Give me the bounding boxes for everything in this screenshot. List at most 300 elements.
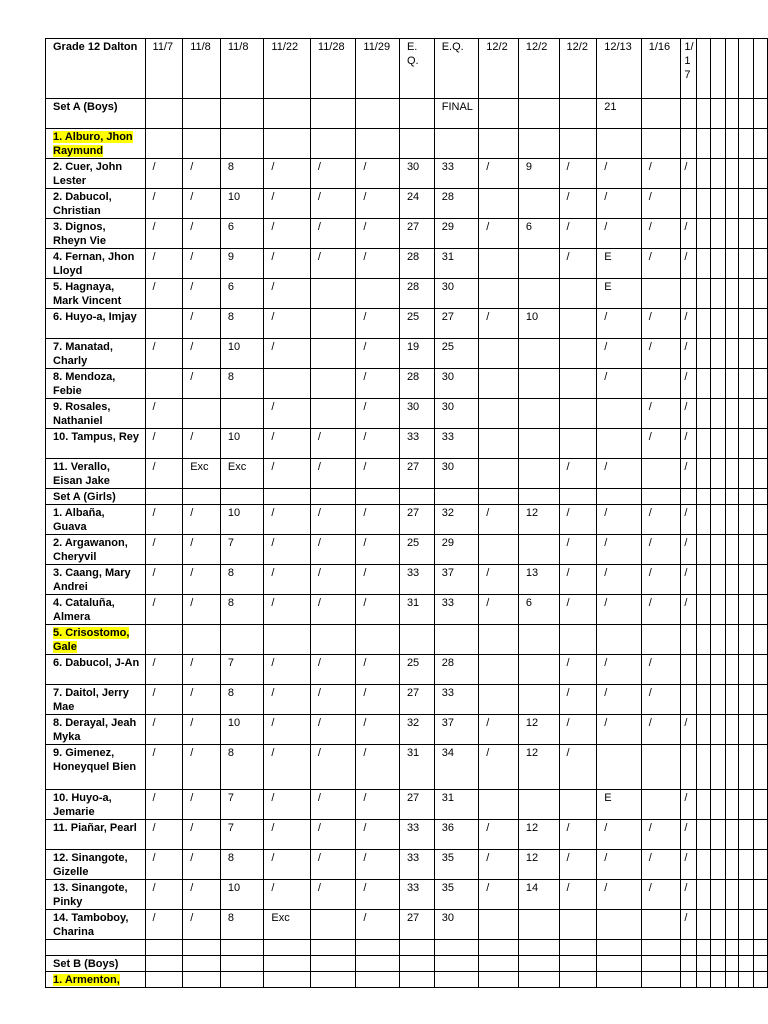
mark-cell: / [310,189,356,219]
mark-cell: / [356,655,400,685]
mark-cell: 30 [399,159,434,189]
mark-cell: / [264,655,310,685]
mark-cell: 8 [220,595,264,625]
mark-cell: / [597,219,642,249]
mark-cell: / [597,339,642,369]
mark-cell [597,940,642,956]
mark-cell: 27 [399,219,434,249]
mark-cell: 10 [220,429,264,459]
blank-cell [697,880,711,910]
mark-cell: / [597,459,642,489]
mark-cell [518,399,559,429]
mark-cell: / [310,880,356,910]
mark-cell [145,489,183,505]
blank-cell [725,956,739,972]
blank-cell [697,369,711,399]
table-row [46,972,768,988]
mark-cell: 8 [220,159,264,189]
blank-cell [711,39,726,99]
blank-cell [697,820,711,850]
table-row [46,685,768,715]
mark-cell [220,399,264,429]
mark-cell: 10 [220,715,264,745]
mark-cell [310,489,356,505]
blank-cell [739,429,754,459]
student-name-cell [46,820,146,850]
mark-cell: 27 [434,309,479,339]
mark-cell [559,279,597,309]
mark-cell: / [310,685,356,715]
table-row [46,745,768,790]
student-name-cell [46,309,146,339]
student-name-cell [46,940,146,956]
mark-cell: 21 [597,99,642,129]
mark-cell: / [479,219,519,249]
student-name: 5. Hagnaya, Mark Vincent [53,281,122,307]
blank-cell [739,850,754,880]
mark-cell: 35 [434,880,479,910]
mark-cell [518,279,559,309]
blank-cell [754,595,768,625]
mark-cell: / [681,339,697,369]
mark-cell: / [597,369,642,399]
student-name-cell [46,429,146,459]
student-name-cell [46,655,146,685]
student-name-cell [46,219,146,249]
mark-cell: / [183,219,221,249]
mark-cell [434,625,479,655]
student-name-cell [46,595,146,625]
mark-cell: / [356,249,400,279]
table-row [46,625,768,655]
mark-cell: / [183,715,221,745]
mark-cell: 10 [220,880,264,910]
mark-cell: 12 [518,820,559,850]
mark-cell: 33 [399,820,434,850]
mark-cell [479,972,519,988]
mark-cell: / [641,565,681,595]
mark-cell: 7 [220,790,264,820]
mark-cell: / [145,595,183,625]
student-name: 4. Fernan, Jhon Lloyd [53,251,135,277]
student-name-cell [46,339,146,369]
mark-cell: / [310,565,356,595]
mark-cell: 33 [399,850,434,880]
mark-cell: / [641,159,681,189]
mark-cell [559,399,597,429]
mark-cell [641,790,681,820]
table-row [46,715,768,745]
student-name: 3. Dignos, Rheyn Vie [53,221,106,247]
mark-cell: / [356,219,400,249]
mark-cell: Exc [220,459,264,489]
blank-cell [725,595,739,625]
mark-cell [220,99,264,129]
mark-cell [479,99,519,129]
mark-cell [518,189,559,219]
mark-cell: 25 [434,339,479,369]
mark-cell: / [597,309,642,339]
student-name-cell [46,99,146,129]
mark-cell [399,129,434,159]
mark-cell: / [183,309,221,339]
mark-cell: / [681,399,697,429]
mark-cell [310,129,356,159]
blank-cell [711,429,726,459]
mark-cell [479,956,519,972]
blank-cell [725,489,739,505]
blank-cell [711,850,726,880]
table-row [46,369,768,399]
mark-cell: / [183,429,221,459]
blank-cell [739,99,754,129]
mark-cell [264,625,310,655]
blank-cell [711,820,726,850]
table-row [46,655,768,685]
mark-cell: / [145,399,183,429]
mark-cell: 37 [434,565,479,595]
student-name: 8. Derayal, Jeah Myka [53,717,137,743]
student-name: 1. Albaña, Guava [53,507,105,533]
mark-cell: / [559,685,597,715]
mark-cell [597,956,642,972]
blank-cell [754,745,768,790]
mark-cell: 28 [399,369,434,399]
mark-cell: / [356,820,400,850]
mark-cell [597,745,642,790]
mark-cell [681,625,697,655]
mark-cell: / [145,655,183,685]
mark-cell: / [641,820,681,850]
student-name: 3. Caang, Mary Andrei [53,567,131,593]
mark-cell: 31 [399,595,434,625]
mark-cell: / [597,850,642,880]
mark-cell: E [597,790,642,820]
mark-cell: / [310,820,356,850]
mark-cell: / [310,505,356,535]
mark-cell: 7 [220,655,264,685]
blank-cell [697,790,711,820]
blank-cell [725,459,739,489]
mark-cell: / [356,369,400,399]
mark-cell: / [597,880,642,910]
blank-cell [754,309,768,339]
blank-cell [754,535,768,565]
mark-cell [310,369,356,399]
mark-cell: / [641,880,681,910]
blank-cell [697,910,711,940]
mark-cell [559,625,597,655]
student-name-cell [46,129,146,159]
blank-cell [711,655,726,685]
mark-cell: / [145,880,183,910]
student-name-cell [46,159,146,189]
mark-cell [399,489,434,505]
blank-cell [754,249,768,279]
header-date-cell: E.Q. [399,39,434,99]
mark-cell [641,369,681,399]
mark-cell [479,429,519,459]
table-row [46,219,768,249]
mark-cell [479,339,519,369]
mark-cell: / [356,505,400,535]
mark-cell: / [183,820,221,850]
mark-cell: / [559,655,597,685]
mark-cell [145,309,183,339]
mark-cell: 33 [434,429,479,459]
mark-cell [183,972,221,988]
mark-cell: / [356,790,400,820]
mark-cell [434,129,479,159]
blank-cell [754,565,768,595]
mark-cell [479,910,519,940]
blank-cell [739,972,754,988]
mark-cell [479,489,519,505]
mark-cell: 27 [399,685,434,715]
mark-cell: 8 [220,369,264,399]
mark-cell: 27 [399,505,434,535]
mark-cell [356,940,400,956]
mark-cell: / [479,880,519,910]
blank-cell [697,850,711,880]
mark-cell [681,489,697,505]
mark-cell [641,745,681,790]
student-name-cell [46,535,146,565]
mark-cell: / [183,249,221,279]
header-row [46,39,768,99]
blank-cell [697,189,711,219]
mark-cell [356,279,400,309]
mark-cell [479,940,519,956]
mark-cell: / [356,309,400,339]
student-name-cell [46,972,146,988]
mark-cell: / [681,910,697,940]
mark-cell [310,99,356,129]
mark-cell: / [597,159,642,189]
mark-cell: / [183,655,221,685]
blank-cell [754,339,768,369]
blank-cell [697,309,711,339]
mark-cell [518,535,559,565]
mark-cell: 33 [399,429,434,459]
mark-cell: / [145,279,183,309]
mark-cell [681,745,697,790]
mark-cell: 28 [399,279,434,309]
blank-cell [754,505,768,535]
mark-cell: 31 [399,745,434,790]
blank-cell [711,595,726,625]
mark-cell: / [681,219,697,249]
mark-cell: / [145,219,183,249]
mark-cell: / [264,189,310,219]
mark-cell: 30 [399,399,434,429]
blank-cell [739,565,754,595]
mark-cell [518,459,559,489]
blank-cell [739,459,754,489]
mark-cell: / [183,910,221,940]
blank-cell [754,369,768,399]
mark-cell: / [356,715,400,745]
blank-cell [711,189,726,219]
mark-cell [310,279,356,309]
mark-cell: / [641,850,681,880]
mark-cell: 9 [518,159,559,189]
mark-cell [220,625,264,655]
mark-cell [310,956,356,972]
mark-cell: / [183,595,221,625]
blank-cell [754,940,768,956]
blank-cell [754,715,768,745]
mark-cell: / [145,820,183,850]
blank-cell [739,279,754,309]
blank-cell [739,249,754,279]
mark-cell: / [183,159,221,189]
blank-cell [711,685,726,715]
mark-cell: / [264,249,310,279]
mark-cell: 14 [518,880,559,910]
mark-cell: 30 [434,279,479,309]
mark-cell: / [641,595,681,625]
mark-cell [518,685,559,715]
mark-cell: / [356,339,400,369]
mark-cell: 33 [434,159,479,189]
mark-cell [145,99,183,129]
mark-cell: / [681,535,697,565]
student-name: 9. Rosales, Nathaniel [53,401,111,427]
mark-cell [479,399,519,429]
mark-cell [559,489,597,505]
mark-cell [518,429,559,459]
mark-cell: / [681,880,697,910]
mark-cell: / [559,595,597,625]
student-name: 8. Mendoza, Febie [53,371,116,397]
blank-cell [711,129,726,159]
blank-cell [697,159,711,189]
mark-cell [356,956,400,972]
blank-cell [725,219,739,249]
mark-cell: / [641,309,681,339]
mark-cell [559,972,597,988]
mark-cell: / [264,790,310,820]
mark-cell: / [145,715,183,745]
mark-cell: / [356,159,400,189]
table-row [46,279,768,309]
mark-cell [597,489,642,505]
mark-cell: / [559,459,597,489]
mark-cell: / [356,910,400,940]
blank-cell [725,339,739,369]
mark-cell [518,339,559,369]
blank-cell [739,505,754,535]
mark-cell [356,625,400,655]
blank-cell [725,850,739,880]
mark-cell [310,339,356,369]
mark-cell: / [264,429,310,459]
blank-cell [697,429,711,459]
blank-cell [697,39,711,99]
mark-cell: / [264,685,310,715]
mark-cell: Exc [183,459,221,489]
mark-cell: / [183,790,221,820]
mark-cell [479,459,519,489]
student-name: 11. Verallo, Eisan Jake [53,461,110,487]
mark-cell: / [597,685,642,715]
mark-cell [183,489,221,505]
mark-cell: 34 [434,745,479,790]
mark-cell: / [310,429,356,459]
mark-cell: / [356,850,400,880]
blank-cell [739,685,754,715]
table-row [46,595,768,625]
mark-cell: / [641,399,681,429]
blank-cell [697,595,711,625]
mark-cell [264,940,310,956]
mark-cell [559,309,597,339]
mark-cell [356,972,400,988]
mark-cell [681,279,697,309]
student-name-cell [46,249,146,279]
mark-cell: / [264,595,310,625]
mark-cell: / [183,189,221,219]
blank-cell [711,956,726,972]
table-row [46,429,768,459]
mark-cell: / [681,595,697,625]
mark-cell: / [145,790,183,820]
mark-cell: / [681,820,697,850]
mark-cell: / [356,595,400,625]
mark-cell: / [559,535,597,565]
mark-cell [264,369,310,399]
blank-cell [711,369,726,399]
student-name: 1. Alburo, Jhon Raymund [53,131,133,157]
header-date-cell: 11/8 [220,39,264,99]
blank-cell [711,459,726,489]
mark-cell: / [681,429,697,459]
table-row [46,940,768,956]
mark-cell [183,129,221,159]
mark-cell: 6 [518,595,559,625]
mark-cell: / [641,189,681,219]
mark-cell [681,940,697,956]
blank-cell [725,655,739,685]
mark-cell: / [264,159,310,189]
mark-cell: 30 [434,910,479,940]
mark-cell: 12 [518,505,559,535]
mark-cell: 12 [518,745,559,790]
mark-cell [681,956,697,972]
mark-cell: 33 [399,565,434,595]
student-name-cell [46,565,146,595]
mark-cell: / [145,249,183,279]
blank-cell [754,39,768,99]
blank-cell [697,715,711,745]
student-name-cell [46,369,146,399]
blank-cell [725,279,739,309]
blank-cell [711,489,726,505]
student-name: 4. Cataluña, Almera [53,597,115,623]
blank-cell [725,790,739,820]
blank-cell [697,745,711,790]
mark-cell: / [264,219,310,249]
mark-cell [559,339,597,369]
mark-cell: / [264,309,310,339]
mark-cell [145,129,183,159]
mark-cell: 6 [518,219,559,249]
blank-cell [725,910,739,940]
mark-cell: 36 [434,820,479,850]
mark-cell [559,129,597,159]
mark-cell [681,972,697,988]
